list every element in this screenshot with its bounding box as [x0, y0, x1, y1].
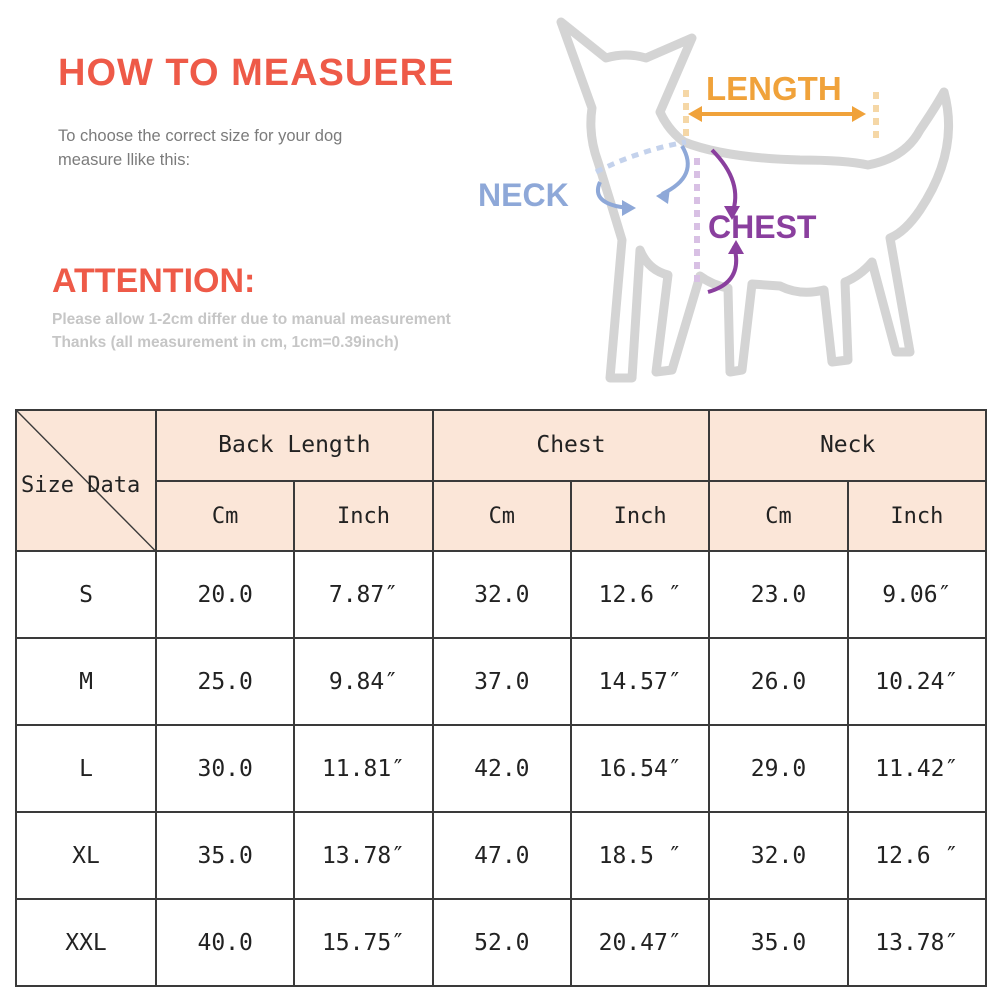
- value-cell: 7.87″: [294, 551, 432, 638]
- attention-note: [52, 308, 502, 354]
- value-cell: 35.0: [709, 899, 847, 986]
- value-cell: 40.0: [156, 899, 294, 986]
- value-cell: 12.6 ″: [571, 551, 709, 638]
- value-cell: 35.0: [156, 812, 294, 899]
- table-unit-header-row: [16, 481, 986, 552]
- unit-header: Inch: [571, 481, 709, 552]
- value-cell: 32.0: [433, 551, 571, 638]
- value-cell: 14.57″: [571, 638, 709, 725]
- table-group-header-row: [16, 410, 986, 481]
- attention-note-line-2: Thanks (all measurement in cm, 1cm=0.39inch): [52, 334, 399, 351]
- size-cell: XL: [16, 812, 156, 899]
- value-cell: 10.24″: [848, 638, 986, 725]
- value-cell: 11.81″: [294, 725, 432, 812]
- table-row: [16, 812, 986, 899]
- instructions-line-2: measure llike this:: [58, 151, 191, 169]
- value-cell: 9.06″: [848, 551, 986, 638]
- size-cell: L: [16, 725, 156, 812]
- value-cell: 26.0: [709, 638, 847, 725]
- unit-header: Cm: [156, 481, 294, 552]
- value-cell: 42.0: [433, 725, 571, 812]
- table-row: [16, 899, 986, 986]
- value-cell: 20.47″: [571, 899, 709, 986]
- value-cell: 32.0: [709, 812, 847, 899]
- size-cell: S: [16, 551, 156, 638]
- value-cell: 16.54″: [571, 725, 709, 812]
- group-header-chest: Chest: [433, 410, 710, 481]
- value-cell: 20.0: [156, 551, 294, 638]
- value-cell: 11.42″: [848, 725, 986, 812]
- table-row: [16, 638, 986, 725]
- instructions-line-1: To choose the correct size for your dog: [58, 127, 343, 145]
- size-cell: M: [16, 638, 156, 725]
- value-cell: 25.0: [156, 638, 294, 725]
- value-cell: 30.0: [156, 725, 294, 812]
- length-indicator: [686, 70, 876, 138]
- length-label: LENGTH: [706, 70, 842, 107]
- corner-label: Size Data: [21, 473, 141, 498]
- value-cell: 9.84″: [294, 638, 432, 725]
- dog-measurement-diagram: [470, 0, 1000, 400]
- neck-label: NECK: [478, 177, 569, 213]
- table-row: [16, 551, 986, 638]
- value-cell: 12.6 ″: [848, 812, 986, 899]
- unit-header: Cm: [709, 481, 847, 552]
- group-header-neck: Neck: [709, 410, 986, 481]
- page-title: HOW TO MEASUERE: [58, 52, 455, 94]
- value-cell: 52.0: [433, 899, 571, 986]
- value-cell: 18.5 ″: [571, 812, 709, 899]
- attention-heading: ATTENTION:: [52, 262, 256, 300]
- value-cell: 15.75″: [294, 899, 432, 986]
- table-corner-cell: [16, 410, 156, 551]
- value-cell: 29.0: [709, 725, 847, 812]
- value-cell: 37.0: [433, 638, 571, 725]
- value-cell: 13.78″: [848, 899, 986, 986]
- attention-note-line-1: Please allow 1-2cm differ due to manual measurement: [52, 311, 451, 328]
- instructions: [58, 124, 438, 172]
- value-cell: 23.0: [709, 551, 847, 638]
- chest-label: CHEST: [708, 209, 817, 245]
- unit-header: Inch: [294, 481, 432, 552]
- table-row: [16, 725, 986, 812]
- value-cell: 47.0: [433, 812, 571, 899]
- size-chart-table: [15, 409, 987, 987]
- value-cell: 13.78″: [294, 812, 432, 899]
- unit-header: Cm: [433, 481, 571, 552]
- group-header-back-length: Back Length: [156, 410, 433, 481]
- size-cell: XXL: [16, 899, 156, 986]
- unit-header: Inch: [848, 481, 986, 552]
